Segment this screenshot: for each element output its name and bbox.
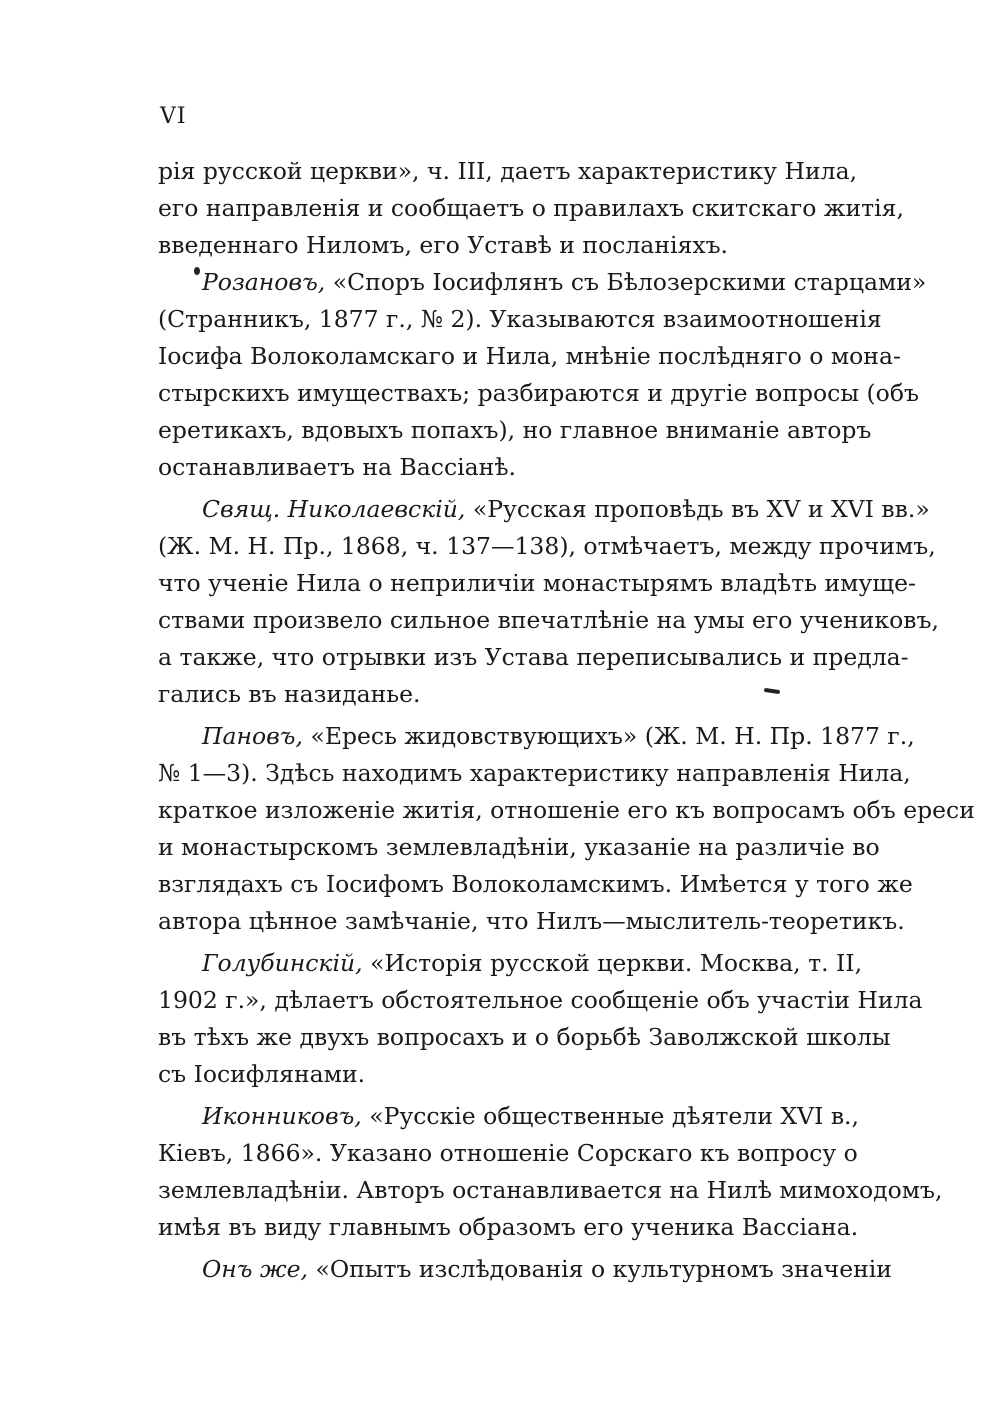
work-title: «Ересь жидовствующихъ» (Ж. М. Н. Пр. 1877 г., bbox=[310, 722, 915, 750]
text-line: № 1—3). Здѣсь находимъ характеристику направленія Нила, bbox=[158, 759, 911, 787]
text-line: Іосифа Волоколамскаго и Нила, мнѣніе послѣдняго о мона- bbox=[158, 342, 901, 370]
author-name: Розановъ, bbox=[202, 268, 326, 296]
text-line: (Странникъ, 1877 г., № 2). Указываются взаимоотношенія bbox=[158, 305, 882, 333]
text-line: (Ж. М. Н. Пр., 1868, ч. 137—138), отмѣчаетъ, между прочимъ, bbox=[158, 532, 936, 560]
text-line bbox=[202, 1251, 892, 1287]
text-line: введеннаго Ниломъ, его Уставѣ и посланіяхъ. bbox=[158, 231, 729, 259]
text-line: въ тѣхъ же двухъ вопросахъ и о борьбѣ Заволжской школы bbox=[158, 1023, 891, 1051]
author-name: Свящ. Николаевскій, bbox=[202, 495, 466, 523]
text-line: гались въ назиданье. bbox=[158, 680, 421, 708]
text-line bbox=[202, 1098, 859, 1134]
text-line bbox=[202, 718, 915, 754]
author-name: Пановъ, bbox=[202, 722, 303, 750]
author-name: Голубинскій, bbox=[202, 949, 363, 977]
text-line: стырскихъ имуществахъ; разбираются и другіе вопросы (объ bbox=[158, 379, 919, 407]
text-line: и монастырскомъ землевладѣніи, указаніе на различіе во bbox=[158, 833, 880, 861]
text-line: автора цѣнное замѣчаніе, что Нилъ—мыслитель-теоретикъ. bbox=[158, 907, 905, 935]
text-line: Кіевъ, 1866». Указано отношеніе Сорскаго къ вопросу о bbox=[158, 1139, 858, 1167]
author-name: Иконниковъ, bbox=[202, 1102, 362, 1130]
work-title: «Исторія русской церкви. Москва, т. II, bbox=[370, 949, 863, 977]
text-line: рія русской церкви», ч. III, даетъ характеристику Нила, bbox=[158, 157, 858, 185]
text-line: взглядахъ съ Іосифомъ Волоколамскимъ. Имѣется у того же bbox=[158, 870, 913, 898]
work-title: «Опытъ изслѣдованія о культурномъ значеніи bbox=[315, 1255, 892, 1283]
text-line: его направленія и сообщаетъ о правилахъ скитскаго житія, bbox=[158, 194, 904, 222]
ink-mark bbox=[194, 267, 200, 275]
text-line: землевладѣніи. Авторъ останавливается на Нилѣ мимоходомъ, bbox=[158, 1176, 943, 1204]
text-line bbox=[202, 945, 863, 981]
text-line: 1902 г.», дѣлаетъ обстоятельное сообщеніе объ участіи Нила bbox=[158, 986, 923, 1014]
text-line: ствами произвело сильное впечатлѣніе на умы его учениковъ, bbox=[158, 606, 939, 634]
text-line: еретикахъ, вдовыхъ попахъ), но главное вниманіе авторъ bbox=[158, 416, 872, 444]
text-line: что ученіе Нила о неприличіи монастырямъ владѣть имуще- bbox=[158, 569, 916, 597]
page-number: VI bbox=[160, 104, 187, 129]
text-line bbox=[202, 491, 930, 527]
text-line: съ Іосифлянами. bbox=[158, 1060, 366, 1088]
work-title: «Русская проповѣдь въ XV и XVI вв.» bbox=[472, 495, 930, 523]
work-title: «Русскіе общественные дѣятели XVI в., bbox=[369, 1102, 859, 1130]
text-line: останавливаетъ на Вассіанѣ. bbox=[158, 453, 516, 481]
text-line: а также, что отрывки изъ Устава переписывались и предла- bbox=[158, 643, 909, 671]
text-line bbox=[202, 264, 927, 300]
text-line: краткое изложеніе житія, отношеніе его къ вопросамъ объ ереси bbox=[158, 796, 975, 824]
text-line: имѣя въ виду главнымъ образомъ его ученика Вассіана. bbox=[158, 1213, 859, 1241]
work-title: «Споръ Іосифлянъ съ Бѣлозерскими старцами» bbox=[332, 268, 927, 296]
author-name: Онъ же, bbox=[202, 1255, 308, 1283]
